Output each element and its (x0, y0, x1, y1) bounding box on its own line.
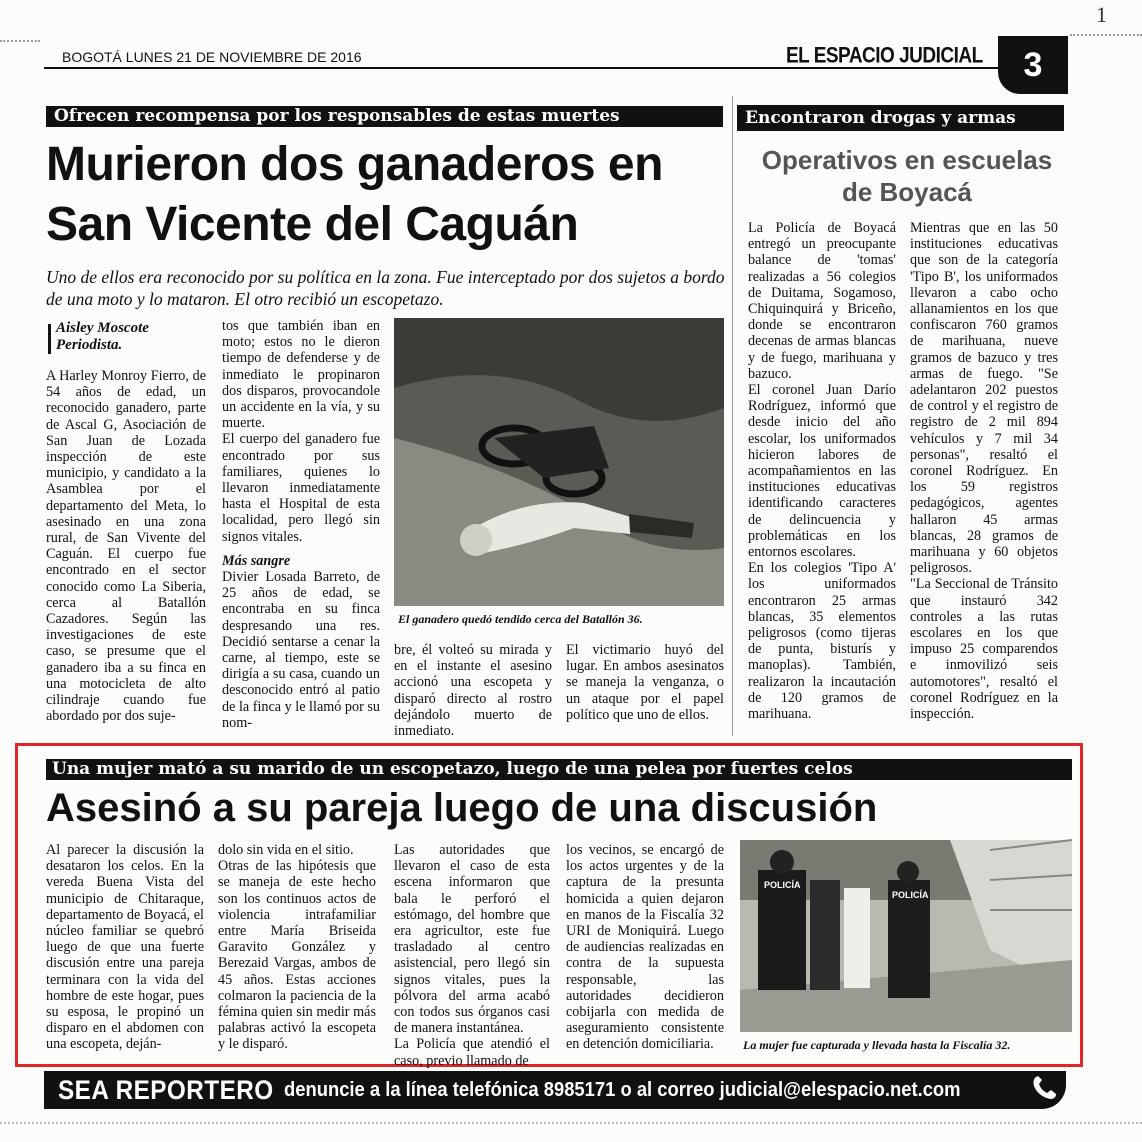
story2-column-2 (910, 220, 1058, 726)
story3-column-4 (566, 842, 724, 1052)
story3-col4-text: los vecinos, se encargó de los actos urgentes y de la captura de la presunta homicida a quien dejaron en manos de la Fiscalía 32 URI de Moniquirá. Luego de audiencias realizadas en contra de la supuesta responsable, las autoridades decidieron cobijarla con medida de aseguramiento consistente en detención domiciliaria. (566, 842, 724, 1053)
story3-photo (740, 840, 1072, 1032)
vest-label-1: POLICÍA (764, 880, 801, 890)
story1-col3-text: bre, él volteó su mirada y en el instante el asesino accionó una escopeta y disparó directo al rostro dejándolo muerto de inmediato. (394, 642, 552, 740)
story3-column-1 (46, 842, 204, 1052)
story1-headline-line1: Murieron dos ganaderos en (46, 138, 663, 191)
story3-photo-caption: La mujer fue capturada y llevada hasta la Fiscalía 32. (743, 1038, 1011, 1052)
story1-column-1 (46, 368, 206, 740)
story1-col4-text: El victimario huyó del lugar. En ambos asesinatos se maneja la venganza, o un ataque por el papel político que uno de ellos. (566, 642, 724, 723)
story3-col2-text-b: Otras de las hipótesis que se maneja de este hecho son los continuos actos de violencia intrafamiliar entre María Briseida Garavito González y Berezaid Vargas, ambos de 45 años. Estas acciones colmaron la paciencia de la fémina quien sin medir más palabras activó la escopeta y le disparó. (218, 858, 376, 1053)
story1-photo (394, 318, 724, 606)
police-arrest-scene-illustration (740, 840, 1072, 1032)
story2-headline (737, 144, 1077, 208)
story3-headline: Asesinó a su pareja luego de una discusión (46, 786, 878, 830)
story2-col1-text-a: La Policía de Boyacá entregó un preocupante balance de 'tomas' realizadas a 56 colegios de Duitama, Sogamoso, Chiquinquirá y Briceño, donde se encontraron decenas de armas blancas y de fuego, marihuana y bazuco. (748, 220, 896, 382)
story2-headline-line2: de Boyacá (841, 177, 973, 207)
top-dotted-edge-left (0, 40, 40, 42)
story1-col2-text-b: El cuerpo del ganadero fue encontrado por sus familiares, quienes lo llevaron inmediatamente hasta el Hospital de esta localidad, pero llegó sin signos vitales. (222, 431, 380, 545)
story1-column-2 (222, 318, 380, 740)
motorcycle-scene-illustration (394, 318, 724, 606)
story3-column-3 (394, 842, 550, 1069)
section-title: EL ESPACIO JUDICIAL (786, 44, 983, 69)
story1-subhead: Más sangre (222, 552, 291, 569)
story3-col3-text-b: La Policía que atendió el caso, previo llamado de (394, 1036, 550, 1069)
vest-label-2: POLICÍA (892, 890, 929, 900)
story1-column-3 (394, 642, 552, 740)
byline (56, 320, 149, 354)
story1-col2-text-c: Divier Losada Barreto, de 25 años de edad, se encontraba en su finca despresando una res. Decidió sentarse a cenar la carne, al tiempo, este se dirigía a su casa, cuando un desconocido entró al patio de la finca y le llamó por su nom- (222, 569, 380, 731)
story3-col1-text: Al parecer la discusión la desataron los celos. En la vereda Buena Vista del municipio de Chitaraque, departamento de Boyacá, el núcleo familiar se quebró luego de que una fuerte discusión entre una pareja terminara con la vida del hombre de este hogar, pues su esposa, le propinó un disparo en el abdomen con una escopeta, deján- (46, 842, 204, 1053)
story1-headline-line2: San Vicente del Caguán (46, 198, 579, 251)
top-dotted-edge-right (1070, 34, 1142, 36)
byline-rule (48, 324, 51, 354)
byline-role: Periodista. (56, 337, 123, 353)
footer-title: SEA REPORTERO (58, 1075, 274, 1105)
phone-icon (1030, 1072, 1058, 1102)
footer-text: denuncie a la línea telefónica 8985171 o al correo judicial@elespacio.net.com (284, 1079, 961, 1101)
story1-photo-caption: El ganadero quedó tendido cerca del Batallón 36. (398, 612, 643, 626)
story3-kicker: Una mujer mató a su marido de un escopetazo, luego de una pelea por fuertes celos (46, 759, 1072, 780)
story2-col2-text-a: Mientras que en las 50 instituciones educativas que son de la categoría 'Tipo B', los uniformados llevaron a cabo ocho allanamientos en los que confiscaron 760 gramos de marihuana, nueve gramos de bazuco y tres armas de fuego. "Se adelantaron 202 puestos de control y el registro de registro de 2 mil 894 vehículos y 7 mil 34 personas", resaltó el coronel Rodríguez. En los 59 registros pedagógicos, agentes hallaron 45 armas blancas, 28 gramos de marihuana y 60 objetos peligrosos. (910, 220, 1058, 577)
story2-col2-text-b: "La Seccional de Tránsito que instauró 342 controles a las rutas escolares en los que impuso 25 comparendos e inmovilizó seis automotores", resaltó el coronel Rodríguez en la inspección. (910, 576, 1058, 723)
story2-col1-text-c: En los colegios 'Tipo A' los uniformados encontraron 25 armas blancas, 35 elementos peligrosos (como tijeras de punta, bisturís y manoplas). También, realizaron la incautación de 120 gramos de marihuana. (748, 560, 896, 723)
story3-column-2 (218, 842, 376, 1052)
bottom-dotted-edge (0, 1122, 1142, 1124)
story2-col1-text-b: El coronel Juan Darío Rodríguez, informó que desde inicio del año escolar, los uniformados hicieron labores de acompañamientos en las instituciones educativas identificando caracteres de delincuencia y problemáticas en los entornos escolares. (748, 382, 896, 561)
dateline: BOGOTÁ LUNES 21 DE NOVIEMBRE DE 2016 (62, 49, 362, 65)
story2-headline-line1: Operativos en escuelas (761, 145, 1053, 175)
story1-col2-text-a: tos que también iban en moto; estos no le dieron tiempo de defenderse y de inmediato le propinaron dos disparos, provocandole un accidente en la vía, y su muerte. (222, 318, 380, 432)
story2-kicker: Encontraron drogas y armas (737, 105, 1064, 131)
story1-kicker: Ofrecen recompensa por los responsables de estas muertes (46, 106, 723, 127)
story3-col2-text-a: dolo sin vida en el sitio. (218, 842, 354, 858)
story3-col3-text-a: Las autoridades que llevaron el caso de esta escena informaron que bala le perforó el estómago, del hombre que era agricultor, este fue trasladado al centro asistencial, pero llegó sin signos vitales, pues la pólvora del arma acabó con todos sus órganos casi de manera instantánea. (394, 842, 550, 1037)
story1-column-4 (566, 642, 724, 740)
story2-column-1 (748, 220, 896, 726)
page-number: 3 (998, 36, 1068, 94)
byline-name: Aisley Moscote (56, 320, 149, 336)
column-divider (732, 96, 733, 736)
corner-mark: 1 (1096, 2, 1107, 27)
story1-deck: Uno de ellos era reconocido por su política en la zona. Fue interceptado por dos sujetos a bordo de una moto y lo mataron. El otro recibió un escopetazo. (46, 267, 725, 309)
story1-col1-text: A Harley Monroy Fierro, de 54 años de edad, un reconocido ganadero, parte de Ascal G, Asociación de San Juan de Lozada inspección de este municipio, y candidato a la Asamblea por el departamento del Meta, lo asesinado en una zona rural, de San Vivente del Caguán. El cuerpo fue encontrado en el sector conocido como La Siberia, cerca al Batallón Cazadores. Según las investigaciones de este caso, se presume que el ganadero iba a su finca en una motocicleta de alto cilindraje cuando fue abordado por dos suje- (46, 368, 206, 725)
